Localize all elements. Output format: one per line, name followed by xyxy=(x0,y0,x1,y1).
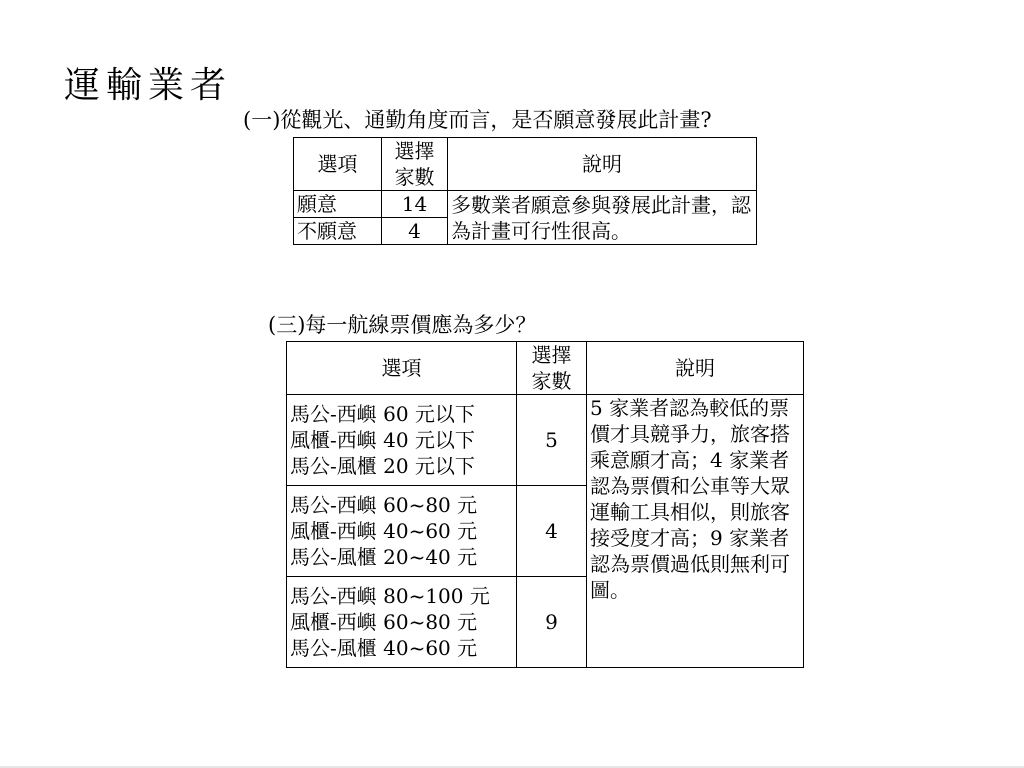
header-count-line1: 選擇 xyxy=(394,139,435,163)
route-line: 風櫃-西嶼 40 元以下 xyxy=(290,428,475,452)
option-cell xyxy=(287,486,517,577)
table-row xyxy=(287,395,804,486)
question-1-title: (一)從觀光、通勤角度而言，是否願意發展此計畫? xyxy=(243,108,712,132)
route-line: 馬公-西嶼 60 元以下 xyxy=(290,402,475,426)
table-row xyxy=(294,191,757,218)
header-option: 選項 xyxy=(294,138,382,191)
header-note: 說明 xyxy=(587,342,804,395)
count-cell: 5 xyxy=(517,395,587,486)
header-count-line1: 選擇 xyxy=(531,343,572,367)
question-1-table xyxy=(293,137,757,245)
route-line: 風櫃-西嶼 60~80 元 xyxy=(290,610,478,634)
note-cell: 多數業者願意參與發展此計畫，認為計畫可行性很高。 xyxy=(448,191,757,245)
route-line: 風櫃-西嶼 40~60 元 xyxy=(290,519,478,543)
count-cell: 4 xyxy=(382,218,448,245)
header-option: 選項 xyxy=(287,342,517,395)
count-cell: 14 xyxy=(382,191,448,218)
question-3-title: (三)每一航線票價應為多少？ xyxy=(268,313,537,337)
note-cell: 5 家業者認為較低的票價才具競爭力，旅客搭乘意願才高；4 家業者認為票價和公車等大眾運輸工具相似，則旅客接受度才高；9 家業者認為票價過低則無利可圖。 xyxy=(587,395,804,668)
slide-title: 運輸業者 xyxy=(64,65,233,106)
route-line: 馬公-風櫃 20 元以下 xyxy=(290,454,475,478)
header-note: 說明 xyxy=(448,138,757,191)
table-header-row xyxy=(287,342,804,395)
option-cell: 不願意 xyxy=(294,218,382,245)
option-cell: 願意 xyxy=(294,191,382,218)
option-cell xyxy=(287,577,517,668)
header-count-line2: 家數 xyxy=(531,369,572,393)
header-count-line2: 家數 xyxy=(394,165,435,189)
option-cell xyxy=(287,395,517,486)
header-count xyxy=(517,342,587,395)
table-header-row xyxy=(294,138,757,191)
count-cell: 4 xyxy=(517,486,587,577)
route-line: 馬公-西嶼 80~100 元 xyxy=(290,584,490,608)
count-cell: 9 xyxy=(517,577,587,668)
route-line: 馬公-風櫃 40~60 元 xyxy=(290,636,478,660)
route-line: 馬公-西嶼 60~80 元 xyxy=(290,493,478,517)
header-count xyxy=(382,138,448,191)
question-3-table xyxy=(286,341,804,668)
route-line: 馬公-風櫃 20~40 元 xyxy=(290,545,478,569)
